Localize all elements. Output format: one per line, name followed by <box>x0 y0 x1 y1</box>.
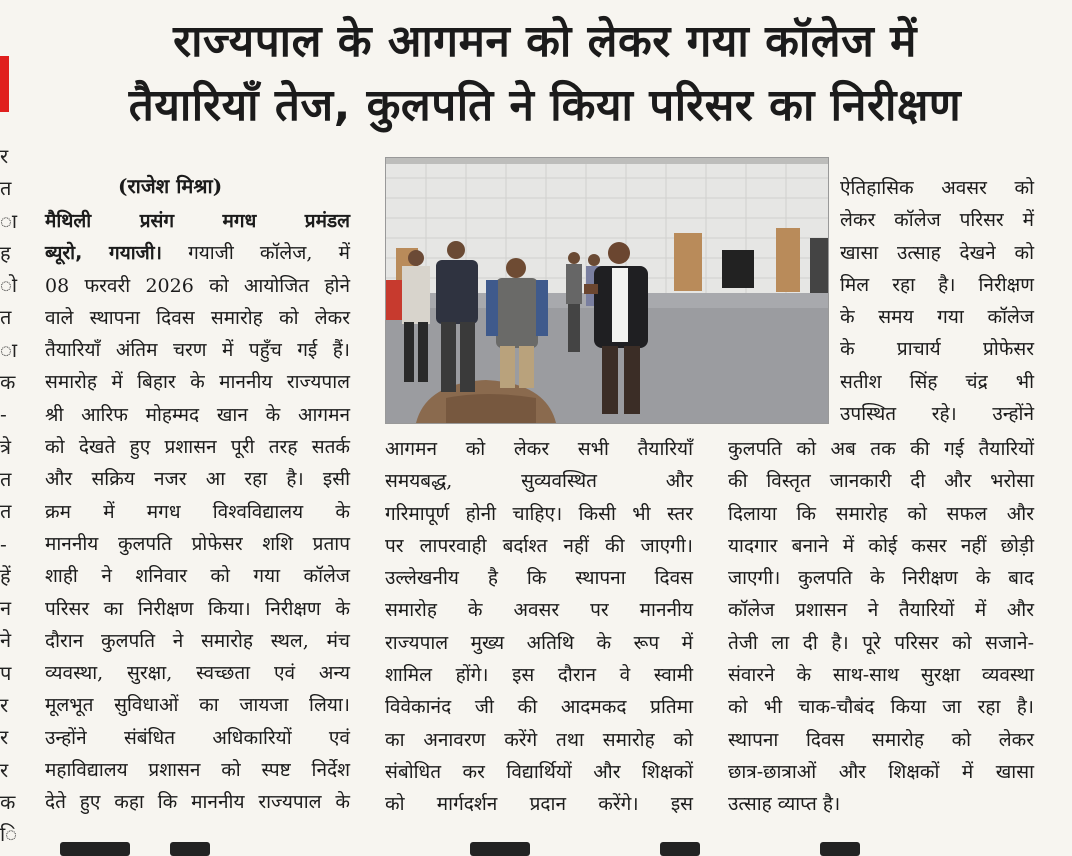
column3-line: स्थापना दिवस समारोह को लेकर <box>728 728 1034 751</box>
edge-char: ि <box>0 822 18 847</box>
column3-top-line: उपस्थित रहे। उन्होंने <box>840 403 1034 426</box>
clipped-glyph <box>60 842 130 856</box>
column3-line: यादगार बनाने में कोई कसर नहीं छोड़ी <box>728 534 1034 557</box>
edge-char: ा <box>0 337 18 362</box>
edge-char: प <box>0 660 12 685</box>
edge-char: त <box>0 499 12 524</box>
column1-line: माननीय कुलपति प्रोफेसर शशि प्रताप <box>45 532 350 555</box>
edge-char: ह <box>0 240 11 265</box>
edge-char: क <box>0 789 16 814</box>
column2-line: को मार्गदर्शन प्रदान करेंगे। इस <box>385 793 693 816</box>
column2-line: उल्लेखनीय है कि स्थापना दिवस <box>385 567 693 590</box>
column3-line: को भी चाक-चौबंद किया जा रहा है। <box>728 696 1034 719</box>
column1-line: को देखते हुए प्रशासन पूरी तरह सतर्क <box>45 436 350 459</box>
column3-top-line: मिल रहा है। निरीक्षण <box>840 273 1034 296</box>
column-3 <box>728 433 1034 821</box>
column-2 <box>385 433 693 821</box>
column1-line: 08 फरवरी 2026 को आयोजित होने <box>45 274 350 297</box>
column-3-top <box>840 172 1034 430</box>
edge-char: क <box>0 370 16 395</box>
column3-line: की विस्तृत जानकारी दी और भरोसा <box>728 470 1034 493</box>
column2-line: समयबद्ध, सुव्यवस्थित और <box>385 470 693 493</box>
column3-line: जाएगी। कुलपति के निरीक्षण के बाद <box>728 567 1034 590</box>
column2-line: शामिल होंगे। इस दौरान वे स्वामी <box>385 664 693 687</box>
column1-line: वाले स्थापना दिवस समारोह को लेकर <box>45 306 350 329</box>
bureau-text-1: मैथिली प्रसंग मगध प्रमंडल <box>45 210 350 232</box>
headline-line-2: तैयारियाँ तेज, कुलपति ने किया परिसर का निरीक्षण <box>128 80 962 131</box>
column3-line: कॉलेज प्रशासन ने तैयारियों में और <box>728 599 1034 622</box>
edge-char: र <box>0 693 9 718</box>
column1-line: और सक्रिय नजर आ रहा है। इसी <box>45 468 350 491</box>
column3-line: कुलपति को अब तक की गई तैयारियों <box>728 438 1034 460</box>
column3-line: उत्साह व्याप्त है। <box>728 793 841 816</box>
edge-char: त <box>0 305 12 330</box>
column1-line: शाही ने शनिवार को गया कॉलेज <box>45 565 350 588</box>
column-1 <box>45 205 350 819</box>
clipped-glyph <box>170 842 210 856</box>
column1-line: मूलभूत सुविधाओं का जायजा लिया। <box>45 694 350 717</box>
edge-red-bar <box>0 56 9 112</box>
column3-top-line: लेकर कॉलेज परिसर में <box>840 209 1034 232</box>
edge-char: न <box>0 596 12 621</box>
edge-char: हें <box>0 563 11 588</box>
headline <box>30 10 1060 138</box>
column2-line: विवेकानंद जी की आदमकद प्रतिमा <box>385 696 693 719</box>
byline-reporter: (राजेश मिश्रा) <box>118 174 223 198</box>
bureau-text-2: ब्यूरो, गयाजी। <box>45 242 162 265</box>
photo-illustration <box>386 158 828 423</box>
column3-line: संवारने के साथ-साथ सुरक्षा व्यवस्था <box>728 664 1034 687</box>
edge-char: - <box>0 402 7 427</box>
edge-char: ा <box>0 208 18 233</box>
column2-line: गरिमापूर्ण होनी चाहिए। किसी भी स्तर <box>385 502 693 525</box>
edge-char: त <box>0 176 12 201</box>
column1-line: गयाजी कॉलेज, में <box>161 242 350 265</box>
column1-line: उन्होंने संबंधित अधिकारियों एवं <box>45 726 350 749</box>
column2-line: का अनावरण करेंगे तथा समारोह को <box>385 728 693 751</box>
edge-char: र <box>0 725 9 750</box>
column2-line: राज्यपाल मुख्य अतिथि के रूप में <box>385 631 693 654</box>
column3-top-line: खासा उत्साह देखने को <box>840 241 1034 264</box>
edge-char: र <box>0 144 9 168</box>
clipped-glyph <box>470 842 530 856</box>
column2-line: पर लापरवाही बर्दाश्त नहीं की जाएगी। <box>385 534 693 557</box>
column1-line: श्री आरिफ मोहम्मद खान के आगमन <box>45 403 350 426</box>
inspection-photo <box>385 157 829 424</box>
column1-line: महाविद्यालय प्रशासन को स्पष्ट निर्देश <box>45 759 350 782</box>
column2-line: संबोधित कर विद्यार्थियों और शिक्षकों <box>385 760 693 783</box>
column1-line: तैयारियाँ अंतिम चरण में पहुँच गई हैं। <box>45 339 350 362</box>
edge-char: ो <box>0 273 18 298</box>
edge-char: ने <box>0 628 12 653</box>
column1-line: समारोह में बिहार के माननीय राज्यपाल <box>45 371 350 394</box>
column3-top-line: सतीश सिंह चंद्र भी <box>840 370 1034 393</box>
edge-chars <box>0 140 18 851</box>
left-edge-clipped-column <box>0 0 18 856</box>
column3-line: छात्र-छात्राओं और शिक्षकों में खासा <box>728 760 1034 783</box>
column1-line: देते हुए कहा कि माननीय राज्यपाल के <box>45 791 350 814</box>
next-article-clipped-line <box>0 836 1072 856</box>
column2-line: समारोह के अवसर पर माननीय <box>385 599 693 622</box>
edge-char: र <box>0 757 9 782</box>
column3-line: तेजी ला दी है। पूरे परिसर को सजाने- <box>728 631 1034 654</box>
column1-line: क्रम में मगध विश्वविद्यालय के <box>45 500 350 523</box>
column3-top-line: के प्राचार्य प्रोफेसर <box>840 338 1034 361</box>
column1-line: व्यवस्था, सुरक्षा, स्वच्छता एवं अन्य <box>45 662 350 685</box>
column3-top-line: ऐतिहासिक अवसर को <box>840 177 1034 199</box>
column2-line: आगमन को लेकर सभी तैयारियाँ <box>385 438 693 460</box>
bureau-line-2 <box>45 237 350 269</box>
column1-line: दौरान कुलपति ने समारोह स्थल, मंच <box>45 629 350 652</box>
edge-char: त <box>0 466 12 491</box>
bureau-line-1 <box>45 205 350 237</box>
column3-line: दिलाया कि समारोह को सफल और <box>728 502 1034 525</box>
headline-line-1: राज्यपाल के आगमन को लेकर गया कॉलेज में <box>173 16 917 67</box>
column1-line: परिसर का निरीक्षण किया। निरीक्षण के <box>45 597 350 620</box>
clipped-glyph <box>660 842 700 856</box>
clipped-glyph <box>820 842 860 856</box>
edge-char: त्रे <box>0 434 12 459</box>
column3-top-line: के समय गया कॉलेज <box>840 306 1034 329</box>
edge-char: - <box>0 531 7 556</box>
